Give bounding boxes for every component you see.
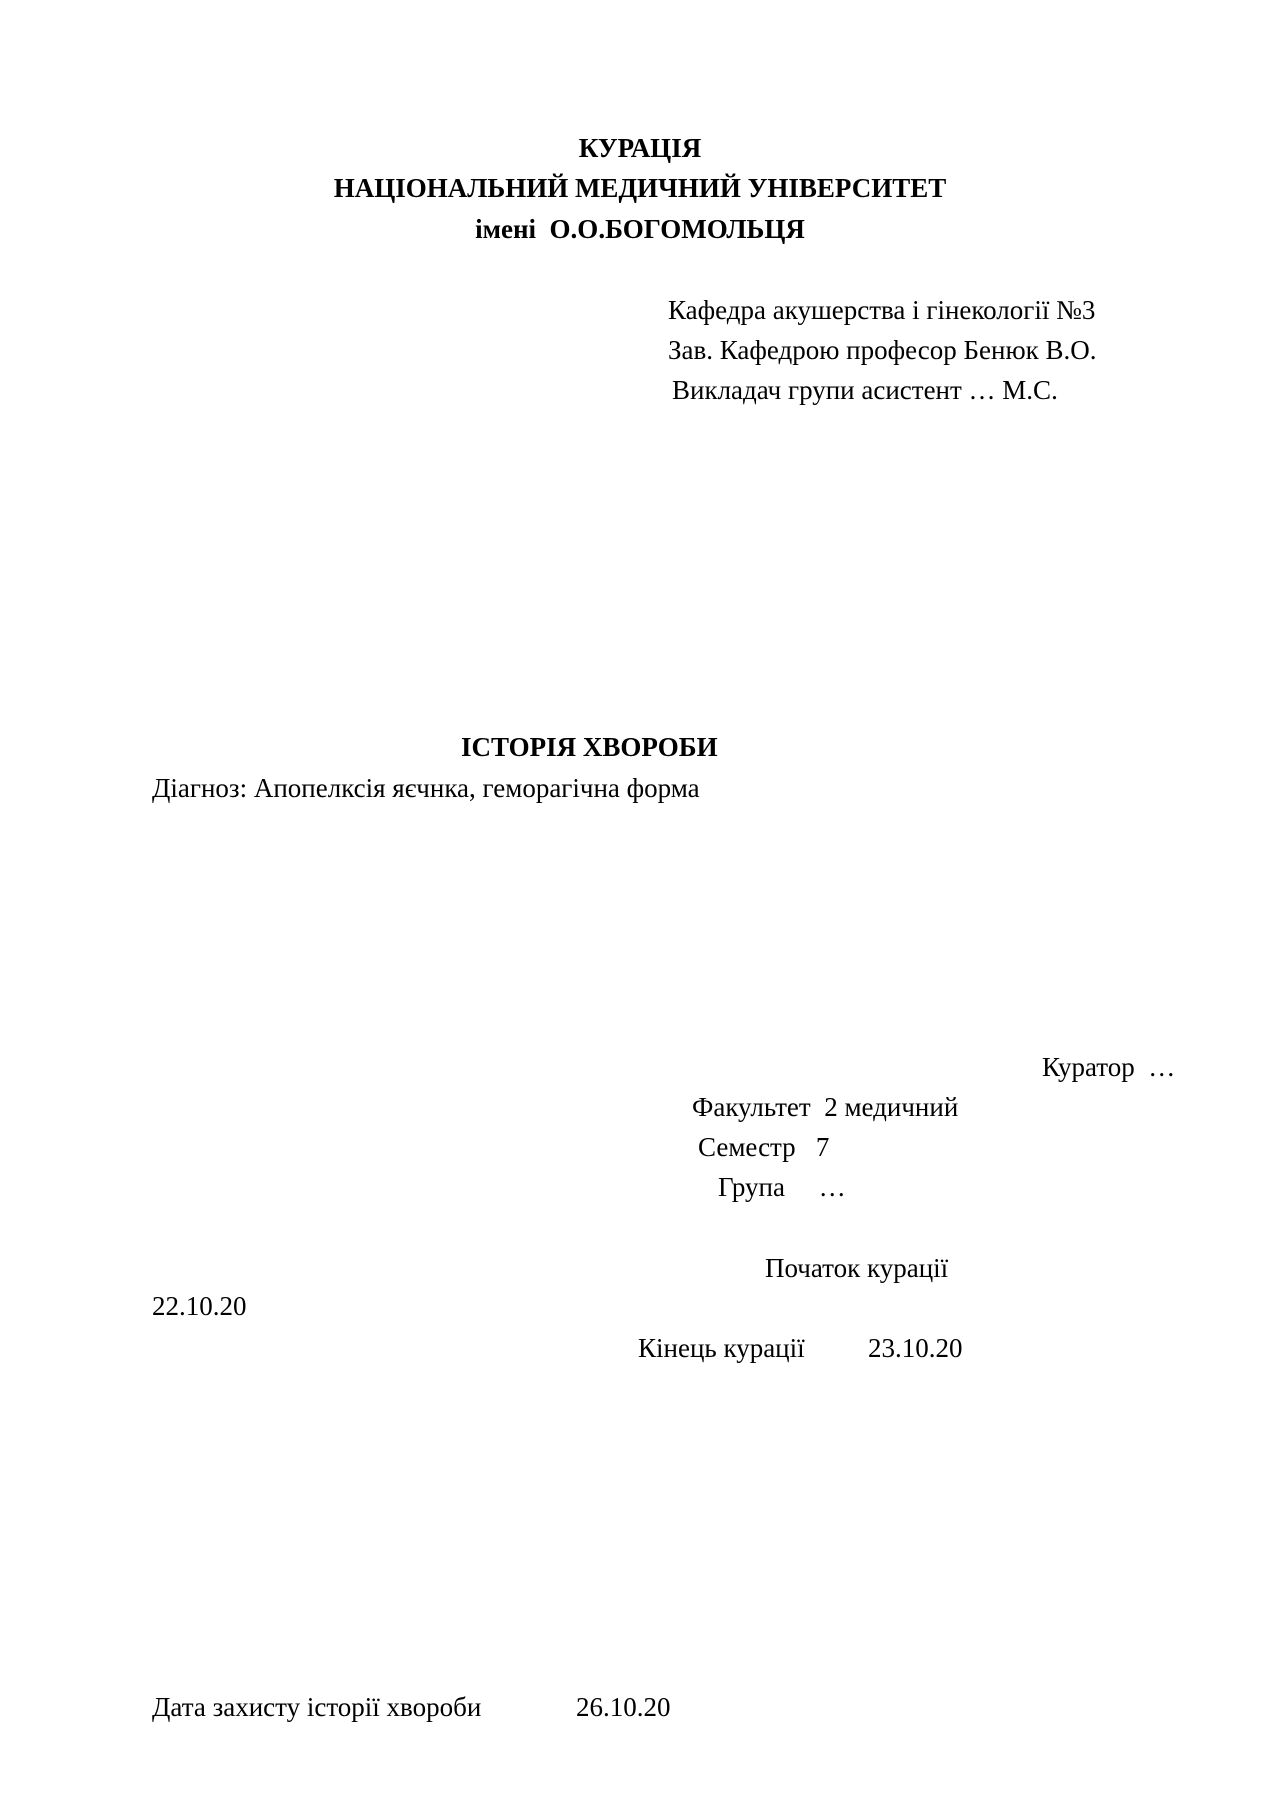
semester: Семестр 7 (698, 1132, 830, 1162)
history-title: ІСТОРІЯ ХВОРОБИ (461, 732, 718, 762)
department-name: Кафедра акушерства і гінекології №3 (668, 295, 1096, 325)
defense-date: 26.10.20 (576, 1692, 671, 1722)
faculty: Факультет 2 медичний (692, 1092, 959, 1122)
curation-end-date: 23.10.20 (868, 1333, 963, 1363)
diagnosis: Діагноз: Апопелксія яєчнка, геморагічна форма (152, 773, 700, 803)
curation-start-date: 22.10.20 (152, 1291, 247, 1321)
defense-label: Дата захисту історії хвороби (152, 1692, 482, 1722)
university-named-after: імені О.О.БОГОМОЛЬЦЯ (475, 214, 805, 244)
university-name: НАЦІОНАЛЬНИЙ МЕДИЧНИЙ УНІВЕРСИТЕТ (333, 173, 947, 203)
group-teacher: Викладач групи асистент … М.С. (672, 375, 1058, 405)
group: Група … (718, 1172, 846, 1202)
header-title: КУРАЦІЯ (578, 133, 702, 163)
curator: Куратор … (1042, 1052, 1176, 1082)
curation-start-label: Початок курації (765, 1253, 949, 1283)
curation-end-label: Кінець курації (638, 1333, 805, 1363)
department-head: Зав. Кафедрою професор Бенюк В.О. (668, 335, 1097, 365)
